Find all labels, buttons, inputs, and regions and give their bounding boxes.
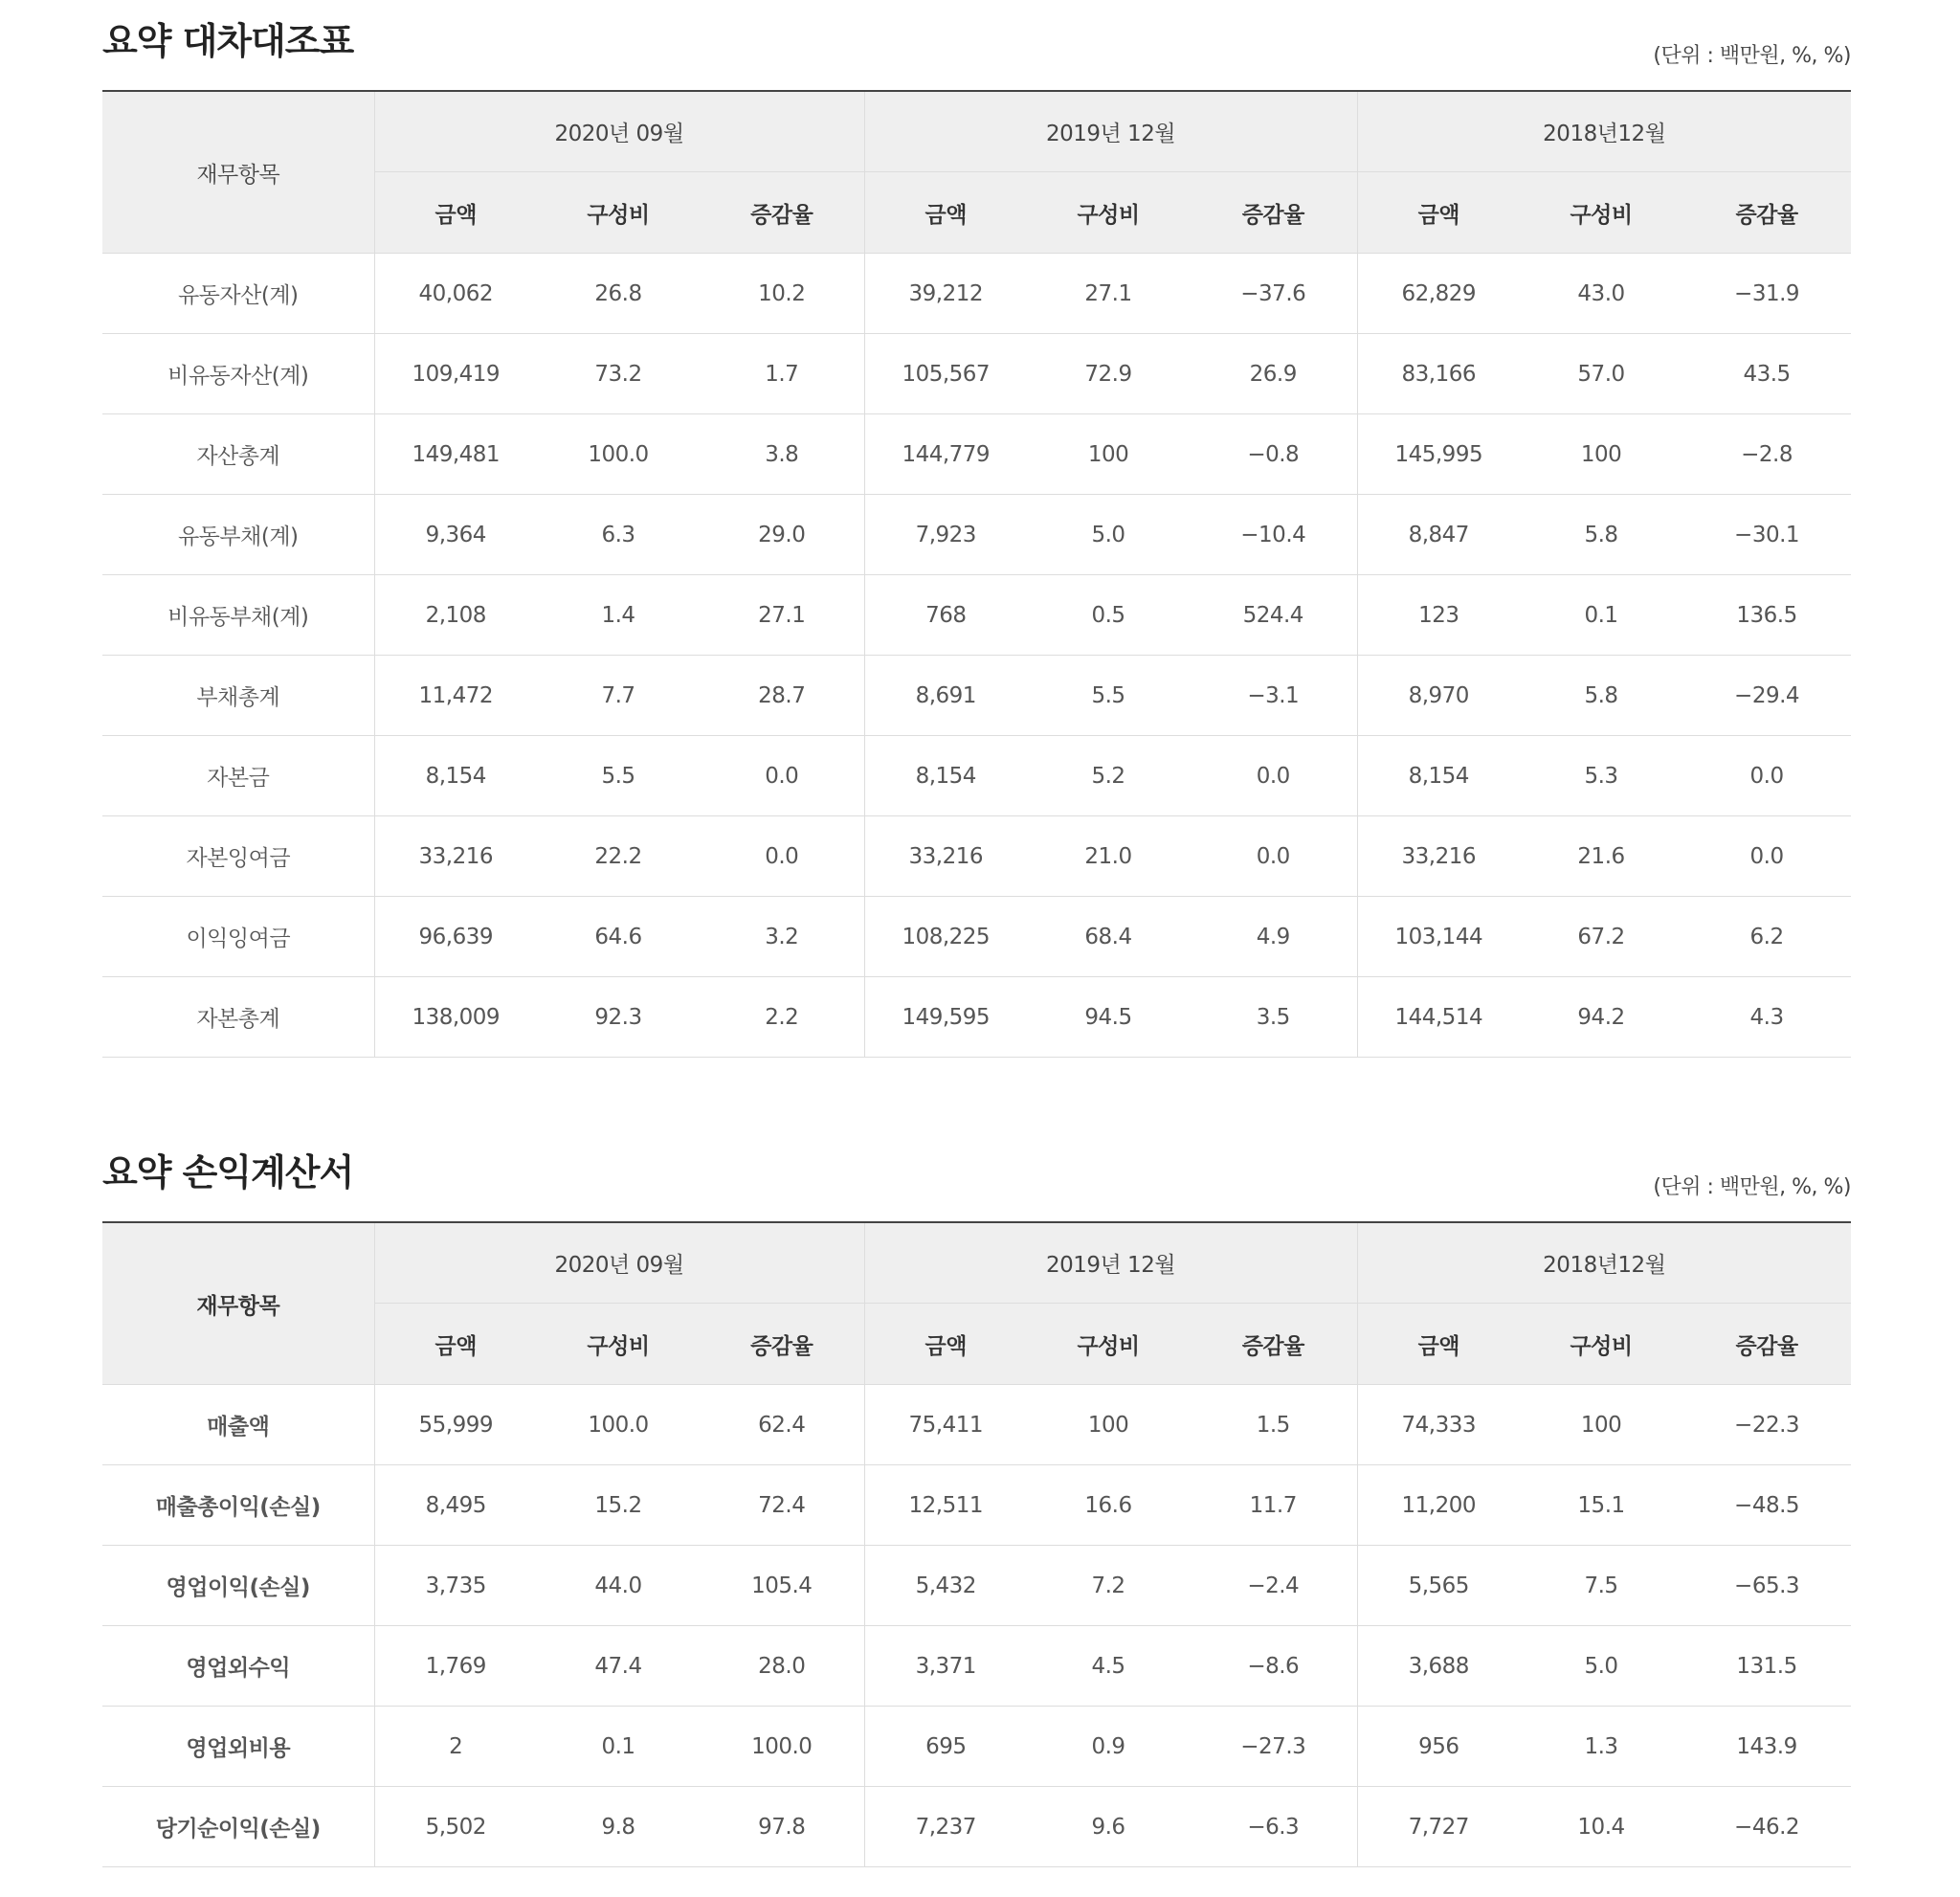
table-cell: 11.7 (1190, 1465, 1357, 1546)
table-cell: 695 (864, 1707, 1027, 1787)
table-cell: −10.4 (1190, 495, 1357, 575)
table-cell: 144,514 (1357, 977, 1520, 1058)
table-cell: 5.0 (1520, 1626, 1682, 1707)
amount-header: 금액 (374, 1304, 537, 1385)
period-header: 2019년 12월 (864, 1222, 1357, 1304)
table-cell: 0.9 (1027, 1707, 1190, 1787)
table-cell: −2.4 (1190, 1546, 1357, 1626)
table-row (102, 1546, 1851, 1626)
row-item-label: 자본금 (102, 736, 374, 816)
table-cell: 72.9 (1027, 334, 1190, 414)
table-cell: 40,062 (374, 254, 537, 334)
table-cell: 6.2 (1682, 897, 1851, 977)
table-cell: 8,970 (1357, 656, 1520, 736)
table-cell: 4.3 (1682, 977, 1851, 1058)
table-row (102, 1707, 1851, 1787)
table-cell: 1.3 (1520, 1707, 1682, 1787)
table-cell: 21.0 (1027, 816, 1190, 897)
table-cell: 64.6 (537, 897, 700, 977)
table-cell: 96,639 (374, 897, 537, 977)
table-cell: 103,144 (1357, 897, 1520, 977)
table-cell: 956 (1357, 1707, 1520, 1787)
row-item-label: 부채총계 (102, 656, 374, 736)
table-cell: −8.6 (1190, 1626, 1357, 1707)
table-cell: 2 (374, 1707, 537, 1787)
table-cell: 136.5 (1682, 575, 1851, 656)
table-cell: 11,472 (374, 656, 537, 736)
table-cell: −48.5 (1682, 1465, 1851, 1546)
table-cell: 43.0 (1520, 254, 1682, 334)
table-cell: 1,769 (374, 1626, 537, 1707)
table-cell: 138,009 (374, 977, 537, 1058)
table-row (102, 254, 1851, 334)
table-cell: 3.8 (700, 414, 864, 495)
period-header: 2018년12월 (1357, 91, 1851, 172)
row-item-label: 영업외비용 (102, 1707, 374, 1787)
table-cell: 7.7 (537, 656, 700, 736)
table-cell: 0.1 (1520, 575, 1682, 656)
row-item-label: 비유동부채(계) (102, 575, 374, 656)
table-cell: 4.9 (1190, 897, 1357, 977)
table-cell: −6.3 (1190, 1787, 1357, 1867)
table-cell: 100.0 (537, 414, 700, 495)
table-cell: −0.8 (1190, 414, 1357, 495)
table-cell: 1.7 (700, 334, 864, 414)
ratio-header: 구성비 (1520, 172, 1682, 254)
table-row (102, 1385, 1851, 1465)
table-cell: 74,333 (1357, 1385, 1520, 1465)
row-item-label: 자본총계 (102, 977, 374, 1058)
table-cell: 8,691 (864, 656, 1027, 736)
table-row (102, 1787, 1851, 1867)
table-cell: 27.1 (700, 575, 864, 656)
table-cell: −2.8 (1682, 414, 1851, 495)
table-cell: 0.0 (700, 736, 864, 816)
period-header: 2020년 09월 (374, 91, 864, 172)
table-cell: −65.3 (1682, 1546, 1851, 1626)
balance-sheet-unit-note: (단위 : 백만원, %, %) (1653, 44, 1851, 68)
item-column-header: 재무항목 (102, 91, 374, 254)
ratio-header: 구성비 (537, 172, 700, 254)
table-cell: 29.0 (700, 495, 864, 575)
table-cell: 12,511 (864, 1465, 1027, 1546)
ratio-header: 구성비 (1520, 1304, 1682, 1385)
table-cell: 5.5 (1027, 656, 1190, 736)
table-cell: 108,225 (864, 897, 1027, 977)
table-cell: 0.1 (537, 1707, 700, 1787)
table-cell: 149,595 (864, 977, 1027, 1058)
table-cell: 7,727 (1357, 1787, 1520, 1867)
table-cell: 5.8 (1520, 656, 1682, 736)
table-cell: −29.4 (1682, 656, 1851, 736)
ratio-header: 구성비 (537, 1304, 700, 1385)
table-cell: 10.4 (1520, 1787, 1682, 1867)
table-cell: 0.0 (1190, 736, 1357, 816)
table-cell: 15.2 (537, 1465, 700, 1546)
table-cell: 6.3 (537, 495, 700, 575)
amount-header: 금액 (864, 1304, 1027, 1385)
table-cell: 67.2 (1520, 897, 1682, 977)
table-cell: 2,108 (374, 575, 537, 656)
table-row (102, 495, 1851, 575)
ratio-header: 구성비 (1027, 172, 1190, 254)
table-cell: 55,999 (374, 1385, 537, 1465)
change-rate-header: 증감율 (1190, 172, 1357, 254)
table-cell: 8,154 (864, 736, 1027, 816)
table-cell: 10.2 (700, 254, 864, 334)
table-cell: 0.0 (1682, 736, 1851, 816)
table-cell: 33,216 (374, 816, 537, 897)
table-cell: 100.0 (700, 1707, 864, 1787)
amount-header: 금액 (1357, 1304, 1520, 1385)
table-cell: 68.4 (1027, 897, 1190, 977)
change-rate-header: 증감율 (700, 172, 864, 254)
table-cell: 9,364 (374, 495, 537, 575)
row-item-label: 유동부채(계) (102, 495, 374, 575)
table-cell: 2.2 (700, 977, 864, 1058)
table-row (102, 736, 1851, 816)
table-row (102, 575, 1851, 656)
table-cell: 0.0 (1682, 816, 1851, 897)
table-cell: 131.5 (1682, 1626, 1851, 1707)
table-row (102, 414, 1851, 495)
table-cell: −3.1 (1190, 656, 1357, 736)
table-row (102, 334, 1851, 414)
change-rate-header: 증감율 (1682, 172, 1851, 254)
table-cell: 5,502 (374, 1787, 537, 1867)
table-cell: 3,735 (374, 1546, 537, 1626)
income-statement-title: 요약 손익계산서 (102, 1151, 354, 1194)
table-cell: 33,216 (864, 816, 1027, 897)
row-item-label: 자산총계 (102, 414, 374, 495)
table-cell: 7,923 (864, 495, 1027, 575)
table-row (102, 656, 1851, 736)
table-row (102, 977, 1851, 1058)
row-item-label: 유동자산(계) (102, 254, 374, 334)
row-item-label: 이익잉여금 (102, 897, 374, 977)
income-statement-table (102, 1221, 1851, 1867)
table-cell: −27.3 (1190, 1707, 1357, 1787)
table-cell: 11,200 (1357, 1465, 1520, 1546)
table-cell: 123 (1357, 575, 1520, 656)
table-cell: −22.3 (1682, 1385, 1851, 1465)
row-item-label: 당기순이익(손실) (102, 1787, 374, 1867)
table-cell: 44.0 (537, 1546, 700, 1626)
row-item-label: 매출총이익(손실) (102, 1465, 374, 1546)
table-cell: −30.1 (1682, 495, 1851, 575)
change-rate-header: 증감율 (1190, 1304, 1357, 1385)
table-cell: 5,432 (864, 1546, 1027, 1626)
table-cell: 3,688 (1357, 1626, 1520, 1707)
table-cell: 21.6 (1520, 816, 1682, 897)
table-cell: 0.5 (1027, 575, 1190, 656)
table-cell: 8,495 (374, 1465, 537, 1546)
change-rate-header: 증감율 (700, 1304, 864, 1385)
table-cell: 524.4 (1190, 575, 1357, 656)
balance-sheet-title: 요약 대차대조표 (102, 20, 354, 62)
table-cell: 33,216 (1357, 816, 1520, 897)
table-cell: 15.1 (1520, 1465, 1682, 1546)
table-cell: 7.5 (1520, 1546, 1682, 1626)
table-cell: 9.8 (537, 1787, 700, 1867)
amount-header: 금액 (1357, 172, 1520, 254)
table-cell: 144,779 (864, 414, 1027, 495)
table-row (102, 897, 1851, 977)
table-cell: 43.5 (1682, 334, 1851, 414)
table-cell: 8,847 (1357, 495, 1520, 575)
table-cell: 0.0 (700, 816, 864, 897)
table-cell: 100.0 (537, 1385, 700, 1465)
table-row (102, 1465, 1851, 1546)
table-cell: 0.0 (1190, 816, 1357, 897)
period-header: 2019년 12월 (864, 91, 1357, 172)
table-cell: 83,166 (1357, 334, 1520, 414)
table-cell: 97.8 (700, 1787, 864, 1867)
table-cell: 8,154 (1357, 736, 1520, 816)
table-cell: 28.7 (700, 656, 864, 736)
table-cell: 9.6 (1027, 1787, 1190, 1867)
income-statement-unit-note: (단위 : 백만원, %, %) (1653, 1175, 1851, 1199)
row-item-label: 영업외수익 (102, 1626, 374, 1707)
period-header: 2020년 09월 (374, 1222, 864, 1304)
table-cell: 94.5 (1027, 977, 1190, 1058)
table-cell: 105.4 (700, 1546, 864, 1626)
table-cell: 62,829 (1357, 254, 1520, 334)
table-cell: 26.8 (537, 254, 700, 334)
table-cell: −46.2 (1682, 1787, 1851, 1867)
table-cell: 149,481 (374, 414, 537, 495)
table-cell: 26.9 (1190, 334, 1357, 414)
amount-header: 금액 (864, 172, 1027, 254)
table-cell: 100 (1520, 1385, 1682, 1465)
table-cell: 57.0 (1520, 334, 1682, 414)
table-cell: 768 (864, 575, 1027, 656)
table-cell: 5.3 (1520, 736, 1682, 816)
ratio-header: 구성비 (1027, 1304, 1190, 1385)
table-cell: 109,419 (374, 334, 537, 414)
item-column-header: 재무항목 (102, 1222, 374, 1385)
table-cell: 1.4 (537, 575, 700, 656)
table-cell: 100 (1027, 414, 1190, 495)
table-cell: 3.2 (700, 897, 864, 977)
table-cell: 143.9 (1682, 1707, 1851, 1787)
table-cell: 8,154 (374, 736, 537, 816)
table-cell: 100 (1520, 414, 1682, 495)
table-cell: 92.3 (537, 977, 700, 1058)
table-cell: 27.1 (1027, 254, 1190, 334)
row-item-label: 비유동자산(계) (102, 334, 374, 414)
table-cell: 7.2 (1027, 1546, 1190, 1626)
table-cell: 5.8 (1520, 495, 1682, 575)
table-cell: 5.5 (537, 736, 700, 816)
table-cell: 5.2 (1027, 736, 1190, 816)
table-cell: 72.4 (700, 1465, 864, 1546)
row-item-label: 영업이익(손실) (102, 1546, 374, 1626)
table-cell: 94.2 (1520, 977, 1682, 1058)
table-row (102, 1626, 1851, 1707)
amount-header: 금액 (374, 172, 537, 254)
period-header: 2018년12월 (1357, 1222, 1851, 1304)
row-item-label: 매출액 (102, 1385, 374, 1465)
table-cell: 3,371 (864, 1626, 1027, 1707)
table-cell: 39,212 (864, 254, 1027, 334)
row-item-label: 자본잉여금 (102, 816, 374, 897)
table-cell: 3.5 (1190, 977, 1357, 1058)
balance-sheet-table (102, 90, 1851, 1058)
table-cell: 105,567 (864, 334, 1027, 414)
table-cell: 5,565 (1357, 1546, 1520, 1626)
table-cell: −31.9 (1682, 254, 1851, 334)
table-cell: 145,995 (1357, 414, 1520, 495)
table-cell: −37.6 (1190, 254, 1357, 334)
table-cell: 62.4 (700, 1385, 864, 1465)
table-cell: 4.5 (1027, 1626, 1190, 1707)
table-cell: 22.2 (537, 816, 700, 897)
table-cell: 5.0 (1027, 495, 1190, 575)
table-cell: 7,237 (864, 1787, 1027, 1867)
table-cell: 100 (1027, 1385, 1190, 1465)
table-cell: 16.6 (1027, 1465, 1190, 1546)
table-cell: 73.2 (537, 334, 700, 414)
table-cell: 47.4 (537, 1626, 700, 1707)
table-cell: 75,411 (864, 1385, 1027, 1465)
change-rate-header: 증감율 (1682, 1304, 1851, 1385)
table-row (102, 816, 1851, 897)
table-cell: 28.0 (700, 1626, 864, 1707)
table-cell: 1.5 (1190, 1385, 1357, 1465)
